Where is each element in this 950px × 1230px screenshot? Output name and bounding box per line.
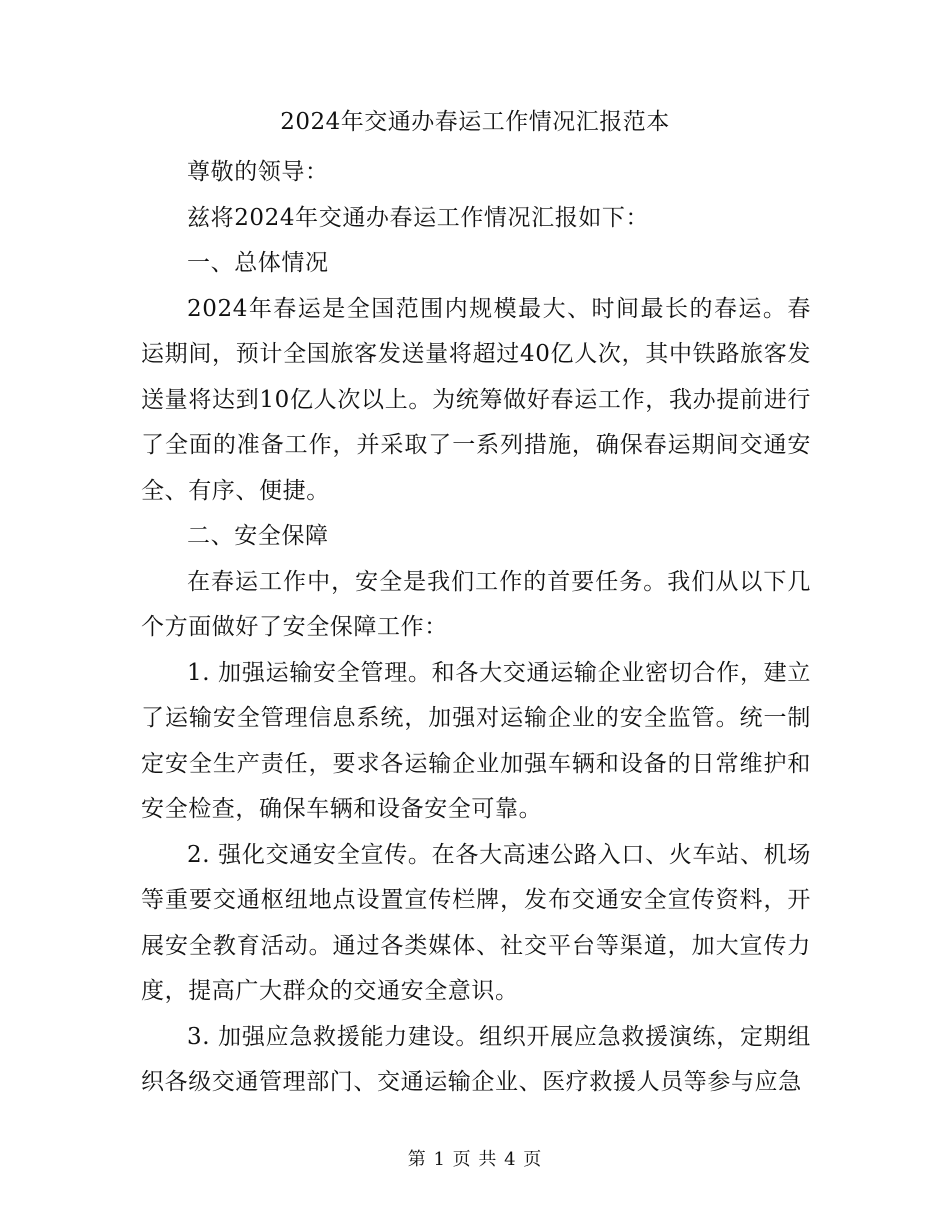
document-title: 2024年交通办春运工作情况汇报范本 — [280, 109, 670, 135]
overview-paragraph: 2024年春运是全国范围内规模最大、时间最长的春运。春运期间，预计全国旅客发送量将超过40亿人次，其中铁路旅客发送量将达到10亿人次以上。为统筹做好春运工作，我办提前进行了全面的准备工作，并采取了一系列措施，确保春运期间交通安全、有序、便捷。 — [141, 295, 811, 504]
section-heading-safety: 二、安全保障 — [187, 523, 329, 549]
safety-intro-paragraph: 在春运工作中，安全是我们工作的首要任务。我们从以下几个方面做好了安全保障工作： — [141, 568, 811, 640]
section-heading-overview: 一、总体情况 — [187, 250, 329, 276]
intro-paragraph: 兹将2024年交通办春运工作情况汇报如下： — [187, 204, 650, 231]
safety-item-1: 1. 加强运输安全管理。和各大交通运输企业密切合作，建立了运输安全管理信息系统，加强对运输企业的安全监管。统一制定安全生产责任，要求各运输企业加强车辆和设备的日常维护和安全检查，确保车辆和设备安全可靠。 — [141, 659, 811, 822]
document-body — [141, 150, 811, 1106]
safety-item-3: 3. 加强应急救援能力建设。组织开展应急救援演练，定期组织各级交通管理部门、交通运输企业、医疗救援人员等参与应急 — [141, 1023, 811, 1095]
salutation: 尊敬的领导： — [187, 159, 329, 185]
page-footer: 第 1 页 共 4 页 — [407, 1149, 543, 1170]
safety-item-2: 2. 强化交通安全宣传。在各大高速公路入口、火车站、机场等重要交通枢纽地点设置宣传栏牌，发布交通安全宣传资料，开展安全教育活动。通过各类媒体、社交平台等渠道，加大宣传力度，提高广大群众的交通安全意识。 — [141, 841, 811, 1004]
